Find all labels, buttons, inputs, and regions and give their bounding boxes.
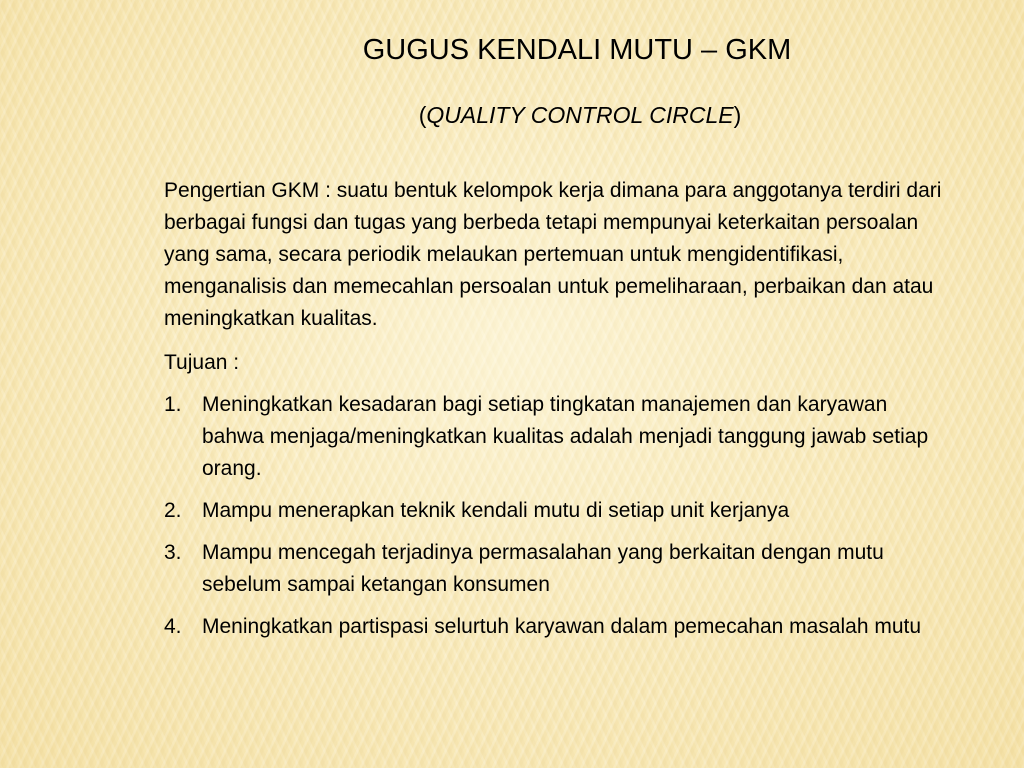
purpose-number: 3. [164, 541, 182, 564]
subtitle-open-paren: ( [418, 102, 427, 128]
purpose-heading: Tujuan : [164, 351, 240, 374]
purpose-item [164, 495, 954, 527]
purpose-text: Meningkatkan partispasi selurtuh karyawan dalam pemecahan masalah mutu [202, 615, 922, 638]
subtitle-text: QUALITY CONTROL CIRCLE [426, 102, 734, 128]
slide-subtitle [0, 99, 1024, 131]
purpose-number: 4. [164, 615, 182, 638]
purpose-item [164, 611, 954, 643]
purpose-text: Meningkatkan kesadaran bagi setiap tingkatan manajemen dan karyawan bahwa menjaga/meningkatkan kualitas adalah menjadi tanggung jawab setiap orang. [202, 393, 929, 480]
purpose-list [164, 389, 954, 643]
purpose-text: Mampu menerapkan teknik kendali mutu di setiap unit kerjanya [202, 499, 790, 522]
definition-paragraph: Pengertian GKM : suatu bentuk kelompok kerja dimana para anggotanya terdiri dari berbagai fungsi dan tugas yang berbeda tetapi mempunyai keterkaitan persoalan yang sama, secara periodik melaukan pertemuan untuk mengidentifikasi, menganalisis dan memecahlan persoalan untuk pemeliharaan, perbaikan dan atau meningkatkan kualitas. [164, 179, 942, 330]
purpose-item [164, 389, 954, 485]
slide-body [164, 175, 954, 653]
slide-title: GUGUS KENDALI MUTU – GKM [362, 34, 792, 66]
subtitle-close-paren: ) [733, 102, 742, 128]
purpose-number: 2. [164, 499, 182, 522]
purpose-item [164, 537, 954, 601]
purpose-text: Mampu mencegah terjadinya permasalahan yang berkaitan dengan mutu sebelum sampai ketangan konsumen [202, 541, 884, 596]
purpose-number: 1. [164, 393, 182, 416]
